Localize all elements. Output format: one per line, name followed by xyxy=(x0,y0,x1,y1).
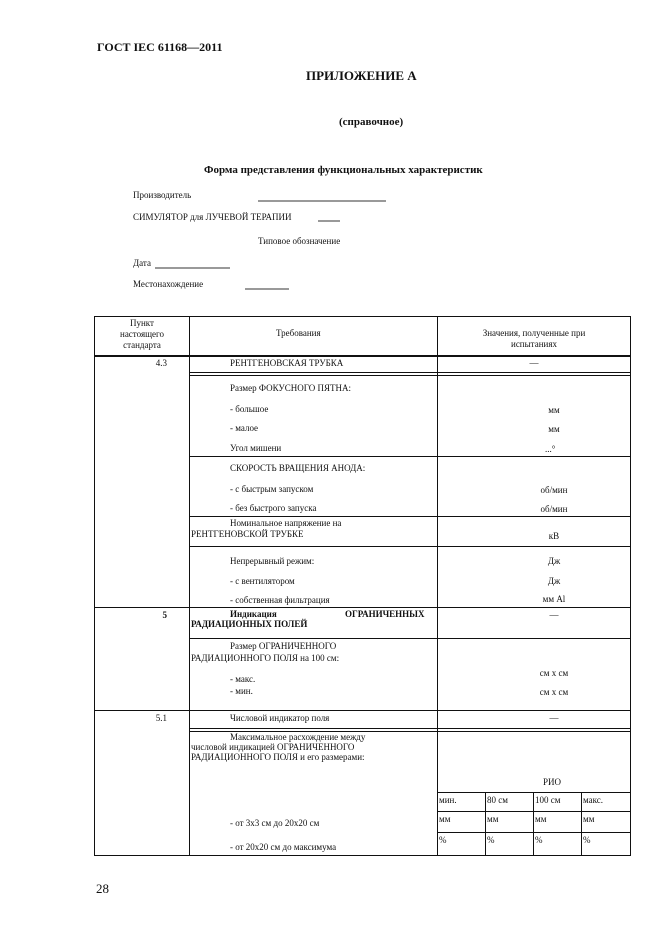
val-filtration: мм Al xyxy=(542,594,566,604)
req-max-diff-1: Максимальное расхождение между xyxy=(230,732,366,742)
val-indication: — xyxy=(549,610,559,620)
req-focal-large: - большое xyxy=(230,404,269,414)
val-rio: РИО xyxy=(543,777,562,787)
date-label: Дата xyxy=(133,258,151,268)
val-xray-tube: — xyxy=(529,358,539,368)
type-label: Типовое обозначение xyxy=(258,236,341,246)
req-indication-1a: Индикация xyxy=(230,609,277,619)
val-min: см х см xyxy=(539,687,569,697)
val-nominal-voltage: кВ xyxy=(548,531,560,541)
req-field-size-2: РАДИАЦИОННОГО ПОЛЯ на 100 см: xyxy=(191,653,340,663)
clause-5-1: 5.1 xyxy=(155,713,167,723)
manufacturer-label: Производитель xyxy=(133,190,192,200)
val-continuous-mode: Дж xyxy=(547,556,561,566)
sub-header-min: мин. xyxy=(439,795,457,805)
req-range-1: - от 3х3 см до 20х20 см xyxy=(230,818,320,828)
range2-unit-min: % xyxy=(439,835,447,845)
range1-unit-min: мм xyxy=(439,814,451,824)
sub-header-80: 80 см xyxy=(487,795,508,805)
header-values: Значения, полученные при испытаниях xyxy=(482,328,586,349)
req-no-fast-start: - без быстрого запуска xyxy=(230,503,317,513)
device-field xyxy=(318,220,340,222)
req-indication-2: РАДИАЦИОННЫХ ПОЛЕЙ xyxy=(191,619,308,629)
doc-code: ГОСТ IEC 61168—2011 xyxy=(97,40,223,54)
appendix-subtitle: (справочное) xyxy=(339,116,404,128)
range2-unit-max: % xyxy=(583,835,591,845)
req-filtration: - собственная фильтрация xyxy=(230,595,330,605)
req-xray-tube: РЕНТГЕНОВСКАЯ ТРУБКА xyxy=(230,358,344,368)
req-indication-1b: ОГРАНИЧЕННЫХ xyxy=(345,609,425,619)
req-max-diff-3: РАДИАЦИОННОГО ПОЛЯ и его размерами: xyxy=(191,752,365,762)
req-anode-speed: СКОРОСТЬ ВРАЩЕНИЯ АНОДА: xyxy=(230,463,366,473)
range1-unit-100: мм xyxy=(535,814,547,824)
form-title: Форма представления функциональных характеристик xyxy=(204,164,483,176)
val-fast-start: об/мин xyxy=(540,485,568,495)
req-range-2: - от 20х20 см до максимума xyxy=(230,842,337,852)
req-max: - макс. xyxy=(230,674,256,684)
req-continuous-mode: Непрерывный режим: xyxy=(230,556,315,566)
sub-header-100: 100 см xyxy=(535,795,561,805)
req-nominal-voltage-2: РЕНТГЕНОВСКОЙ ТРУБКЕ xyxy=(191,529,304,539)
val-focal-large: мм xyxy=(548,405,560,415)
req-focal-size: Размер ФОКУСНОГО ПЯТНА: xyxy=(230,383,352,393)
req-focal-small: - малое xyxy=(230,423,259,433)
val-max: см х см xyxy=(539,668,569,678)
page-number: 28 xyxy=(96,881,109,896)
range1-unit-max: мм xyxy=(583,814,595,824)
req-fast-start: - с быстрым запуском xyxy=(230,484,314,494)
req-nominal-voltage-1: Номинальное напряжение на xyxy=(230,518,342,528)
range1-unit-80: мм xyxy=(487,814,499,824)
range2-unit-80: % xyxy=(487,835,495,845)
req-with-fan: - с вентилятором xyxy=(230,576,295,586)
location-field xyxy=(245,288,289,290)
val-with-fan: Дж xyxy=(547,576,561,586)
val-numeric-indicator: — xyxy=(549,713,559,723)
sub-header-max: макс. xyxy=(583,795,604,805)
clause-4-3: 4.3 xyxy=(155,358,167,368)
req-max-diff-2: числовой индикацией ОГРАНИЧЕННОГО xyxy=(191,742,355,752)
device-label: СИМУЛЯТОР для ЛУЧЕВОЙ ТЕРАПИИ xyxy=(133,212,292,222)
clause-5: 5 xyxy=(162,610,167,620)
location-label: Местонахождение xyxy=(133,279,204,289)
req-min: - мин. xyxy=(230,686,253,696)
range2-unit-100: % xyxy=(535,835,543,845)
header-requirements: Требования xyxy=(276,328,321,338)
val-focal-small: мм xyxy=(548,424,560,434)
req-numeric-indicator: Числовой индикатор поля xyxy=(230,713,330,723)
val-no-fast-start: об/мин xyxy=(540,504,568,514)
req-target-angle: Угол мишени xyxy=(230,443,282,453)
header-clause: Пункт настоящего стандарта xyxy=(120,318,164,350)
req-field-size-1: Размер ОГРАНИЧЕННОГО xyxy=(230,641,337,651)
date-field xyxy=(155,267,230,269)
val-target-angle: ...° xyxy=(545,444,556,454)
appendix-title: ПРИЛОЖЕНИЕ А xyxy=(306,68,417,83)
manufacturer-field xyxy=(258,200,386,202)
